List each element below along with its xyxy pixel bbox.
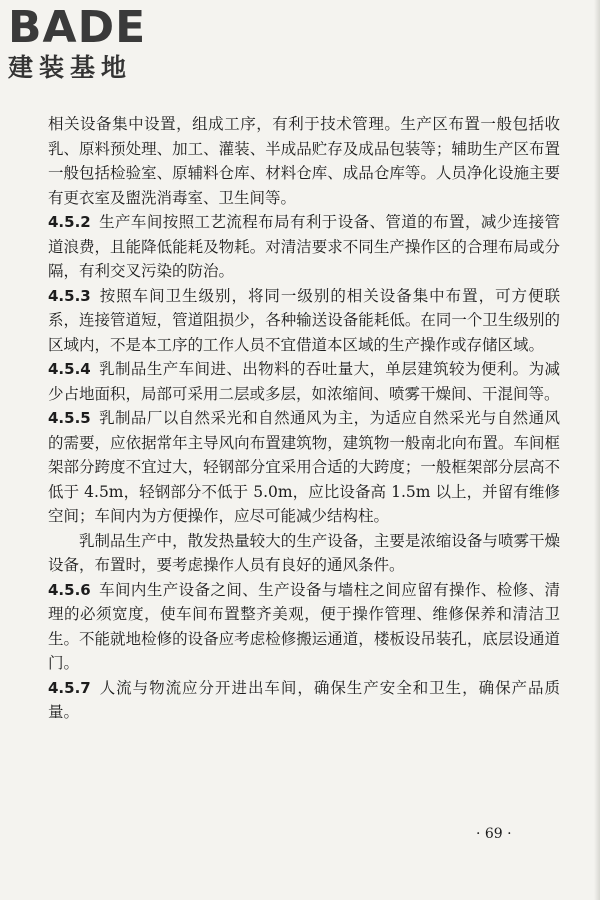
paragraph-ventilation xyxy=(48,529,560,578)
logo-wordmark: BADE xyxy=(8,2,147,53)
paragraph-text: 乳制品生产车间进、出物料的吞吐量大，单层建筑较为便利。为减少占地面积，局部可采用二层或多层，如浓缩间、喷雾干燥间、干混间等。 xyxy=(48,360,560,403)
paragraph-4-5-4 xyxy=(48,357,560,406)
paragraph-4-5-5 xyxy=(48,406,560,529)
section-number: 4.5.7 xyxy=(48,678,91,697)
paragraph-intro xyxy=(48,112,560,210)
bade-logo xyxy=(8,2,178,90)
paragraph-text: 人流与物流应分开进出车间，确保生产安全和卫生，确保产品质量。 xyxy=(48,678,560,721)
paragraph-4-5-6 xyxy=(48,578,560,676)
paragraph-4-5-2 xyxy=(48,210,560,284)
page-number: · 69 · xyxy=(476,826,512,842)
logo-subtitle: 建装基地 xyxy=(8,53,133,82)
section-number: 4.5.5 xyxy=(48,409,91,427)
paragraph-text: 乳制品生产中，散发热量较大的生产设备，主要是浓缩设备与喷雾干燥设备，布置时，要考虑操作人员有良好的通风条件。 xyxy=(48,531,560,574)
paragraph-text: 乳制品厂以自然采光和自然通风为主，为适应自然采光与自然通风的需要，应依据常年主导风向布置建筑物，建筑物一般南北向布置。车间框架部分跨度不宜过大，轻钢部分宜采用合适的大跨度；一般框架部分层高不低于 4.5m，轻钢部分不低于 5.0m，应比设备高 1.5m 以上，并留有维修空间；车间内为方便操作，应尽可能减少结构柱。 xyxy=(48,409,560,525)
document-body xyxy=(48,112,560,725)
page-edge-shadow xyxy=(594,0,600,900)
section-number: 4.5.3 xyxy=(48,286,91,305)
section-number: 4.5.4 xyxy=(48,360,91,378)
paragraph-text: 生产车间按照工艺流程布局有利于设备、管道的布置，减少连接管道浪费，且能降低能耗及物耗。对清洁要求不同生产操作区的合理布局或分隔，有利交叉污染的防治。 xyxy=(48,213,560,280)
paragraph-text: 按照车间卫生级别，将同一级别的相关设备集中布置，可方便联系，连接管道短，管道阻损少，各种输送设备能耗低。在同一个卫生级别的区域内，不是本工序的工作人员不宜借道本区域的生产操作或存储区域。 xyxy=(48,286,560,354)
section-number: 4.5.6 xyxy=(48,580,91,599)
paragraph-text: 车间内生产设备之间、生产设备与墙柱之间应留有操作、检修、清理的必须宽度，使车间布置整齐美观，便于操作管理、维修保养和清洁卫生。不能就地检修的设备应考虑检修搬运通道，楼板设吊装孔，底层设通道门。 xyxy=(48,580,560,672)
section-number: 4.5.2 xyxy=(48,213,91,231)
paragraph-4-5-3 xyxy=(48,284,560,358)
paragraph-4-5-7 xyxy=(48,676,560,725)
paragraph-text: 相关设备集中设置，组成工序，有利于技术管理。生产区布置一般包括收乳、原料预处理、加工、灌装、半成品贮存及成品包装等；辅助生产区布置一般包括检验室、原辅料仓库、材料仓库、成品仓库等。人员净化设施主要有更衣室及盥洗消毒室、卫生间等。 xyxy=(48,115,560,207)
